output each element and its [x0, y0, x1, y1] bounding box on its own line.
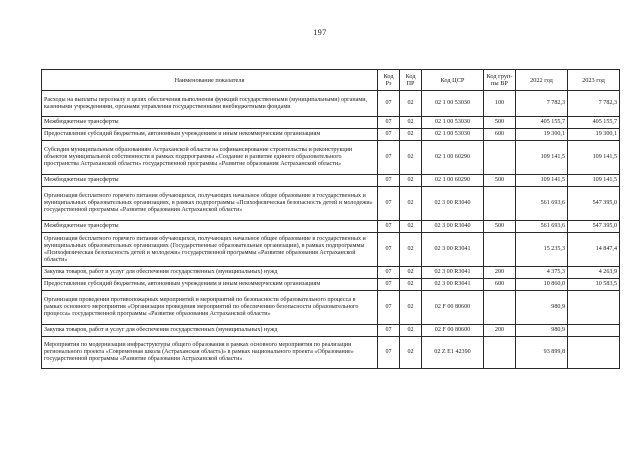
row-csr-cell: 02 1 00 53030 [422, 91, 484, 117]
row-name-cell: Межбюджетные трансферты [42, 221, 378, 233]
row-2022-cell: 980,9 [516, 291, 568, 325]
table-row [42, 129, 620, 141]
budget-table [41, 69, 620, 369]
row-vr-cell: 200 [484, 325, 516, 337]
row-csr-cell: 02 3 00 R3040 [422, 221, 484, 233]
row-2023-cell: 4 263,9 [568, 267, 620, 279]
row-2023-cell: 547 395,0 [568, 221, 620, 233]
row-2023-cell [568, 291, 620, 325]
row-2023-cell: 7 782,3 [568, 91, 620, 117]
row-pr-cell: 02 [400, 175, 422, 187]
row-csr-cell: 02 3 00 R3041 [422, 279, 484, 291]
row-pr-cell: 02 [400, 279, 422, 291]
row-name-cell: Предоставление субсидий бюджетным, автономным учреждениям и иным некоммерческим организациям [42, 129, 378, 141]
row-rz-cell: 07 [378, 267, 400, 279]
row-csr-cell: 02 F 00 80600 [422, 291, 484, 325]
row-rz-cell: 07 [378, 91, 400, 117]
row-2023-cell: 109 141,5 [568, 141, 620, 175]
table-row [42, 175, 620, 187]
table-row [42, 221, 620, 233]
row-pr-cell: 02 [400, 233, 422, 267]
row-csr-cell: 02 1 00 60290 [422, 141, 484, 175]
row-vr-cell: 200 [484, 267, 516, 279]
row-2022-cell: 19 300,1 [516, 129, 568, 141]
row-csr-cell: 02 3 00 R3041 [422, 267, 484, 279]
row-pr-cell: 02 [400, 291, 422, 325]
row-rz-cell: 07 [378, 291, 400, 325]
row-name-cell: Мероприятия по модернизации инфраструктуры общего образования в рамках основного мероприятия по реализации регионального проекта «Современная школа (Астраханская область)» в рамках национального проекта «Образование» государственной программы «Развитие образования Астраханской области» [42, 337, 378, 369]
table-row [42, 187, 620, 221]
row-pr-cell: 02 [400, 337, 422, 369]
row-2022-cell: 405 155,7 [516, 117, 568, 129]
table-row [42, 91, 620, 117]
row-rz-cell: 07 [378, 337, 400, 369]
row-2022-cell: 109 141,5 [516, 141, 568, 175]
row-2023-cell: 547 395,0 [568, 187, 620, 221]
row-rz-cell: 07 [378, 129, 400, 141]
row-rz-cell: 07 [378, 233, 400, 267]
table-row [42, 117, 620, 129]
row-csr-cell: 02 3 00 R3040 [422, 187, 484, 221]
row-rz-cell: 07 [378, 141, 400, 175]
table-row [42, 337, 620, 369]
row-pr-cell: 02 [400, 221, 422, 233]
row-2023-cell: 10 583,5 [568, 279, 620, 291]
table-row [42, 325, 620, 337]
table-row [42, 279, 620, 291]
row-name-cell: Закупка товаров, работ и услуг для обеспечения государственных (муниципальных) нужд [42, 325, 378, 337]
row-2022-cell: 4 375,3 [516, 267, 568, 279]
row-vr-cell: 600 [484, 279, 516, 291]
row-csr-cell: 02 1 00 53030 [422, 129, 484, 141]
row-rz-cell: 07 [378, 175, 400, 187]
row-vr-cell: 500 [484, 117, 516, 129]
row-2022-cell: 93 899,8 [516, 337, 568, 369]
row-pr-cell: 02 [400, 187, 422, 221]
col-header-pr: Код ПР [400, 70, 422, 91]
row-vr-cell [484, 141, 516, 175]
row-pr-cell: 02 [400, 267, 422, 279]
col-header-2022: 2022 год [516, 70, 568, 91]
row-vr-cell [484, 337, 516, 369]
row-2022-cell: 109 141,5 [516, 175, 568, 187]
row-name-cell: Предоставление субсидий бюджетным, автономным учреждениям и иным некоммерческим организациям [42, 279, 378, 291]
row-csr-cell: 02 1 00 53030 [422, 117, 484, 129]
col-header-name: Наименование показателя [42, 70, 378, 91]
row-2022-cell: 561 693,6 [516, 221, 568, 233]
row-name-cell: Организация бесплатного горячего питания обучающихся, получающих начальное общее образование в государственных и муниципальных образовательных организациях, в рамках подпрограммы «Психофизическая безопасность детей и молодежи» государственной программы «Развитие образования Астраханской области» [42, 187, 378, 221]
row-2023-cell [568, 337, 620, 369]
table-row [42, 233, 620, 267]
row-name-cell: Межбюджетные трансферты [42, 175, 378, 187]
row-pr-cell: 02 [400, 325, 422, 337]
row-2023-cell: 19 300,1 [568, 129, 620, 141]
row-rz-cell: 07 [378, 279, 400, 291]
row-2023-cell: 405 155,7 [568, 117, 620, 129]
row-vr-cell: 500 [484, 221, 516, 233]
row-2022-cell: 7 782,3 [516, 91, 568, 117]
col-header-csr: Код ЦСР [422, 70, 484, 91]
row-vr-cell: 500 [484, 175, 516, 187]
row-2023-cell [568, 325, 620, 337]
row-csr-cell: 02 F 00 80600 [422, 325, 484, 337]
row-2022-cell: 561 693,6 [516, 187, 568, 221]
row-vr-cell: 100 [484, 91, 516, 117]
row-name-cell: Расходы на выплаты персоналу в целях обеспечения выполнения функций государственными (муниципальными) органами, казенными учреждениями, органами управления государственными внебюджетными фондами [42, 91, 378, 117]
row-vr-cell [484, 233, 516, 267]
row-pr-cell: 02 [400, 91, 422, 117]
row-rz-cell: 07 [378, 325, 400, 337]
col-header-2023: 2023 год [568, 70, 620, 91]
row-name-cell: Закупка товаров, работ и услуг для обеспечения государственных (муниципальных) нужд [42, 267, 378, 279]
row-csr-cell: 02 3 00 R3041 [422, 233, 484, 267]
row-2023-cell: 109 141,5 [568, 175, 620, 187]
row-csr-cell: 02 Z E1 42390 [422, 337, 484, 369]
row-2023-cell: 14 847,4 [568, 233, 620, 267]
table-row [42, 291, 620, 325]
row-rz-cell: 07 [378, 187, 400, 221]
page-number: 197 [313, 28, 327, 37]
row-2022-cell: 980,9 [516, 325, 568, 337]
row-pr-cell: 02 [400, 141, 422, 175]
row-rz-cell: 07 [378, 221, 400, 233]
col-header-vr: Код груп-пы ВР [484, 70, 516, 91]
row-2022-cell: 15 235,3 [516, 233, 568, 267]
row-name-cell: Организация проведения противопожарных мероприятий и мероприятий по безопасности образовательного процесса в рамках основного мероприятия «Организация проведения мероприятий по обеспечению безопасности образовательного процесса» государственной программы «Развитие образования Астраханской области» [42, 291, 378, 325]
row-vr-cell [484, 187, 516, 221]
row-csr-cell: 02 1 00 60290 [422, 175, 484, 187]
row-pr-cell: 02 [400, 129, 422, 141]
row-2022-cell: 10 860,0 [516, 279, 568, 291]
row-name-cell: Субсидия муниципальным образованиям Астраханской области на софинансирование строительства и реконструкции объектов муниципальной собственности в рамках подпрограммы «Создание и развитие единого образовательного пространства Астраханской области» государственной программы «Развитие образования Астраханской области» [42, 141, 378, 175]
row-name-cell: Организация бесплатного горячего питания обучающихся, получающих начальное общее образование в государственных и муниципальных образовательных организациях (Государственные образовательные организации), в рамках подпрограммы «Психофизическая безопасность детей и молодежи» государственной программы «Развитие образования Астраханской области» [42, 233, 378, 267]
row-vr-cell: 600 [484, 129, 516, 141]
row-pr-cell: 02 [400, 117, 422, 129]
table-header-row [42, 70, 620, 91]
row-vr-cell [484, 291, 516, 325]
row-name-cell: Межбюджетные трансферты [42, 117, 378, 129]
row-rz-cell: 07 [378, 117, 400, 129]
table-row [42, 141, 620, 175]
col-header-rz: Код Рз [378, 70, 400, 91]
table-row [42, 267, 620, 279]
